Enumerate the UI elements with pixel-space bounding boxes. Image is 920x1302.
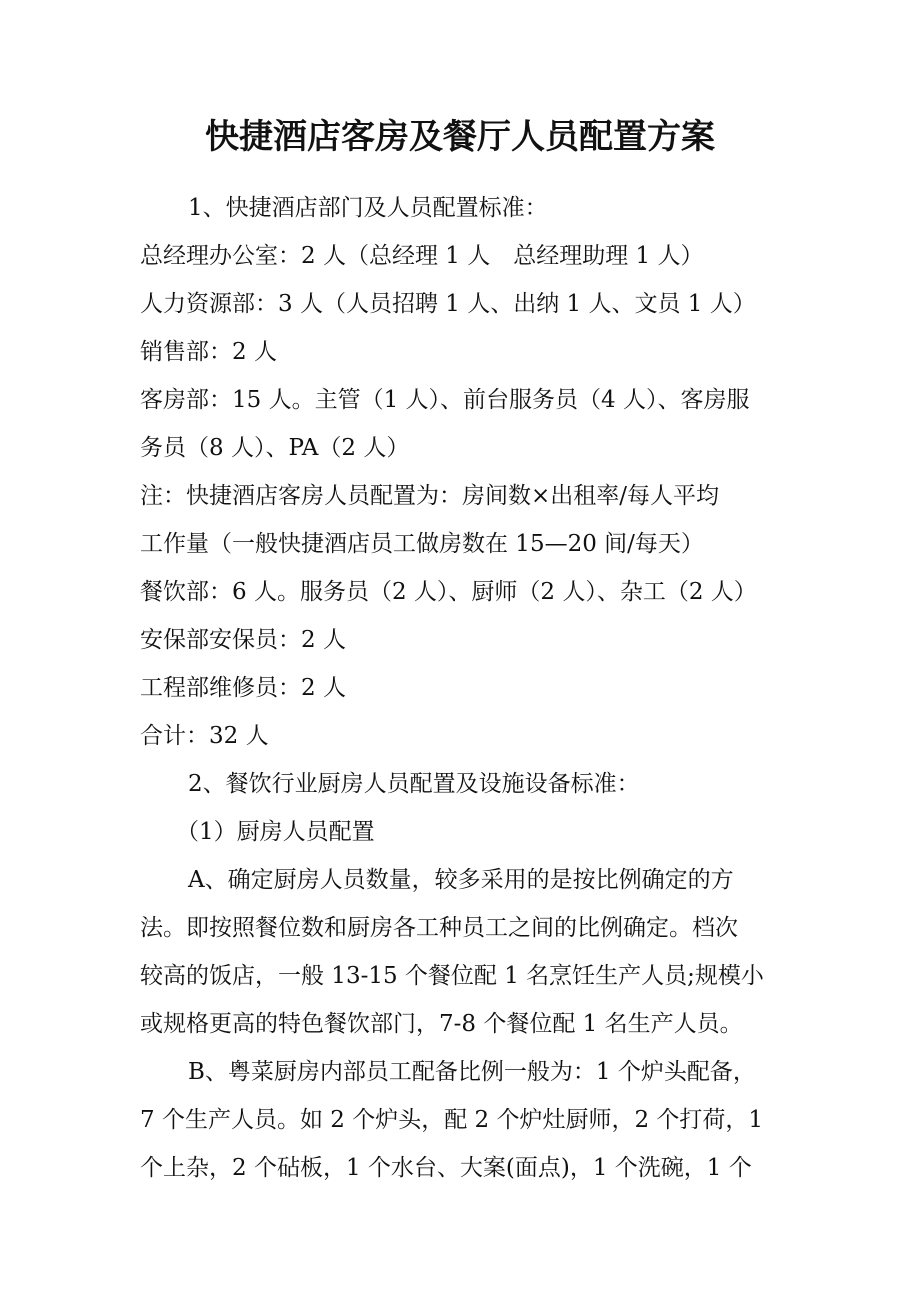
subsection-heading: （1）厨房人员配置 [176,819,375,845]
section-heading-2: 2、餐饮行业厨房人员配置及设施设备标准： [188,771,640,797]
text-line: 安保部安保员：2 人 [140,627,346,653]
text-line: 销售部：2 人 [140,339,277,365]
text-line: 餐饮部：6 人。服务员（2 人）、厨师（2 人）、杂工（2 人） [140,579,757,605]
paragraph-b-line: 个上杂，2 个砧板，1 个水台、大案(面点)，1 个洗碗，1 个 [140,1155,752,1181]
text-line: 客房部：15 人。主管（1 人）、前台服务员（4 人）、客房服 [140,387,750,413]
section-heading-1: 1、快捷酒店部门及人员配置标准： [188,195,548,221]
paragraph-b-line: 7 个生产人员。如 2 个炉头，配 2 个炉灶厨师，2 个打荷，1 [140,1107,764,1133]
text-line: 注：快捷酒店客房人员配置为：房间数×出租率/每人平均 [140,483,720,509]
paragraph-a-line: 法。即按照餐位数和厨房各工种员工之间的比例确定。档次 [140,915,738,941]
paragraph-a-line: 较高的饭店，一般 13-15 个餐位配 1 名烹饪生产人员;规模小 [140,963,764,989]
text-line: 工程部维修员：2 人 [140,675,346,701]
paragraph-a-line: A、确定厨房人员数量，较多采用的是按比例确定的方 [188,867,734,893]
text-line: 人力资源部：3 人（人员招聘 1 人、出纳 1 人、文员 1 人） [140,291,756,317]
paragraph-a-line: 或规格更高的特色餐饮部门，7-8 个餐位配 1 名生产人员。 [140,1011,743,1037]
document-title: 快捷酒店客房及餐厅人员配置方案 [205,117,715,157]
text-line: 总经理办公室：2 人（总经理 1 人 总经理助理 1 人） [140,243,704,269]
text-line: 工作量（一般快捷酒店员工做房数在 15—20 间/每天） [140,531,704,557]
text-line: 务员（8 人）、PA（2 人） [140,435,410,461]
total-line: 合计：32 人 [140,723,269,749]
paragraph-b-line: B、粤菜厨房内部员工配备比例一般为：1 个炉头配备， [188,1059,756,1085]
